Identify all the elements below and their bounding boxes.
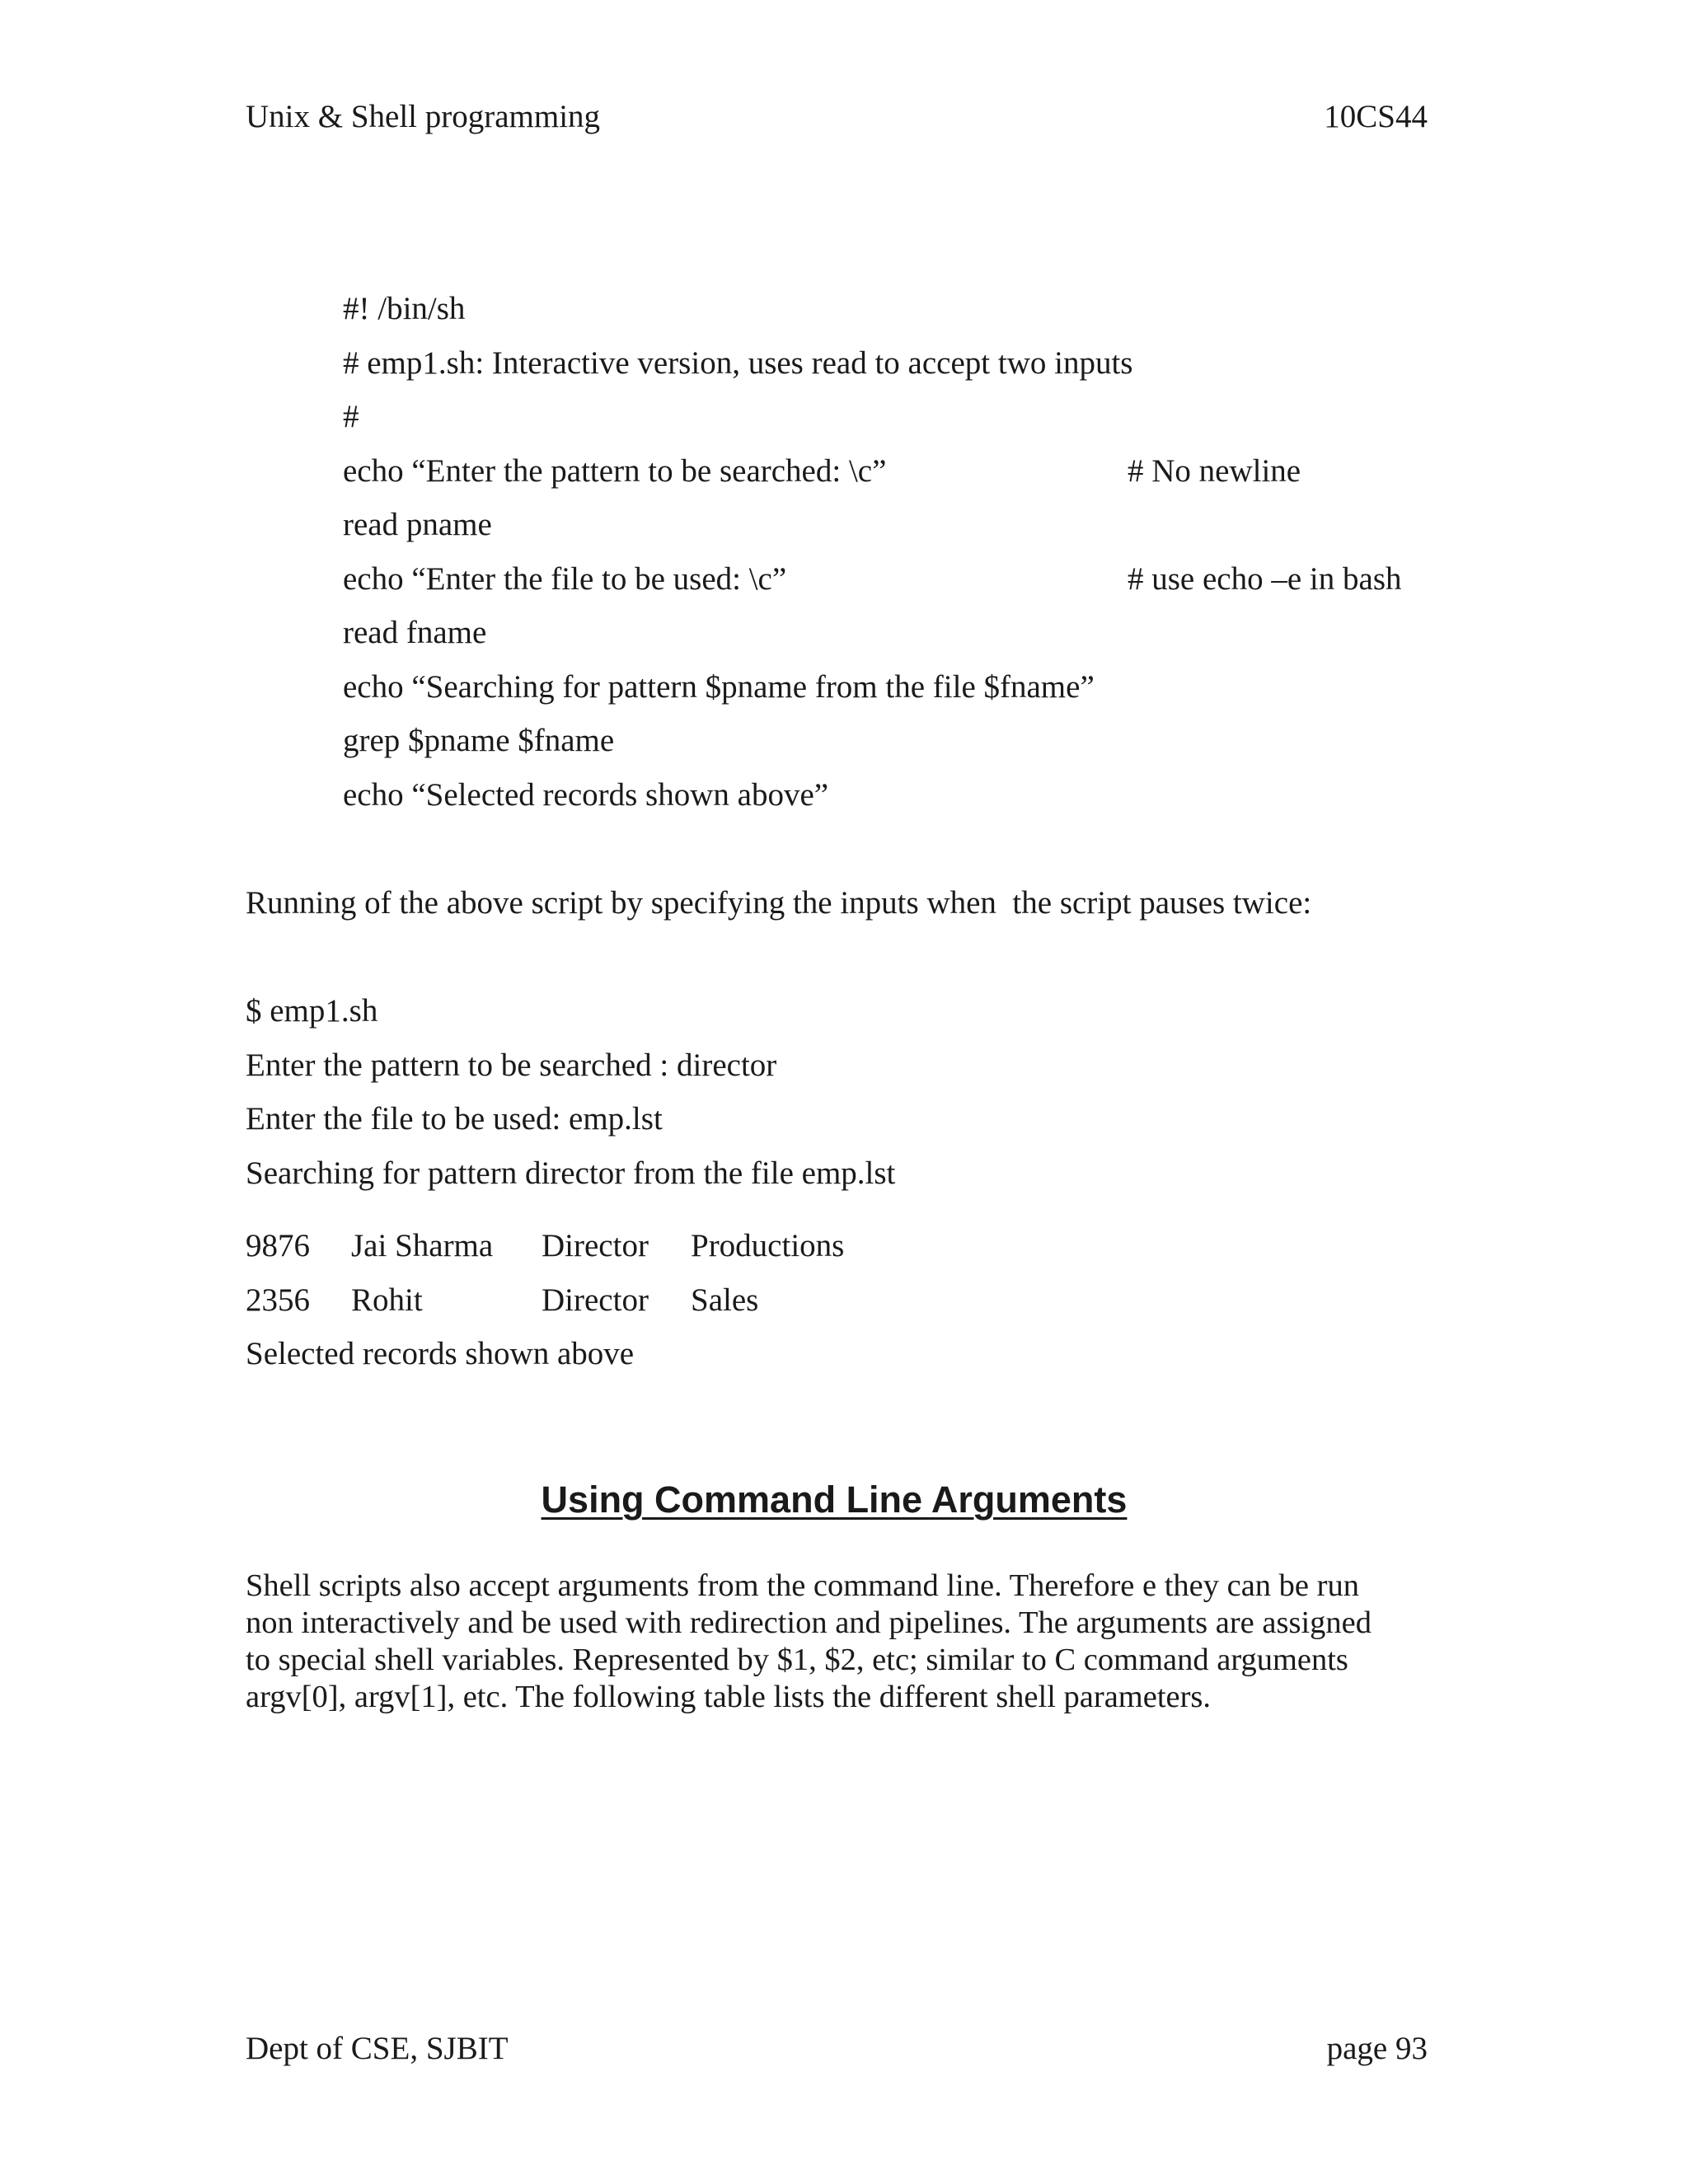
script-line: echo “Searching for pattern $pname from the file $fname” xyxy=(343,669,1095,705)
footer-department: Dept of CSE, SJBIT xyxy=(246,2031,509,2066)
script-line: # emp1.sh: Interactive version, uses read to accept two inputs xyxy=(343,345,1133,381)
session-line: Enter the file to be used: emp.lst xyxy=(246,1101,663,1137)
session-closing: Selected records shown above xyxy=(246,1336,635,1371)
session-line: Searching for pattern director from the file emp.lst xyxy=(246,1155,896,1191)
script-line: # xyxy=(343,399,359,434)
paragraph-line: Shell scripts also accept arguments from the command line. Therefore e they can be run xyxy=(246,1568,1359,1603)
paragraph-line: non interactively and be used with redirection and pipelines. The arguments are assigned xyxy=(246,1605,1372,1640)
script-comment: # use echo –e in bash xyxy=(1128,561,1402,597)
footer-page-number: page 93 xyxy=(1326,2031,1428,2066)
script-line: grep $pname $fname xyxy=(343,723,615,758)
script-line: read fname xyxy=(343,615,487,650)
record-role: Director xyxy=(542,1282,649,1318)
paragraph-line: argv[0], argv[1], etc. The following table lists the different shell parameters. xyxy=(246,1680,1212,1714)
record-dept: Sales xyxy=(691,1282,759,1318)
session-line: Enter the pattern to be searched : director xyxy=(246,1047,777,1083)
record-id: 9876 xyxy=(246,1228,310,1263)
script-line: echo “Selected records shown above” xyxy=(343,777,829,813)
record-dept: Productions xyxy=(691,1228,845,1263)
script-comment: # No newline xyxy=(1128,453,1301,489)
record-id: 2356 xyxy=(246,1282,310,1318)
session-line: $ emp1.sh xyxy=(246,993,378,1029)
script-line: echo “Enter the file to be used: \c” xyxy=(343,561,787,597)
section-paragraph xyxy=(246,1568,1432,1716)
record-role: Director xyxy=(542,1228,649,1263)
header-course-title: Unix & Shell programming xyxy=(246,99,601,134)
paragraph-line: to special shell variables. Represented by $1, $2, etc; similar to C command arguments xyxy=(246,1643,1348,1677)
script-line: #! /bin/sh xyxy=(343,291,466,326)
header-course-code: 10CS44 xyxy=(1324,99,1428,134)
running-intro: Running of the above script by specifying the inputs when the script pauses twice: xyxy=(246,885,1312,921)
record-name: Jai Sharma xyxy=(351,1228,494,1263)
script-line: echo “Enter the pattern to be searched: \c” xyxy=(343,453,887,489)
script-line: read pname xyxy=(343,507,492,542)
record-name: Rohit xyxy=(351,1282,423,1318)
section-heading: Using Command Line Arguments xyxy=(541,1479,1128,1521)
